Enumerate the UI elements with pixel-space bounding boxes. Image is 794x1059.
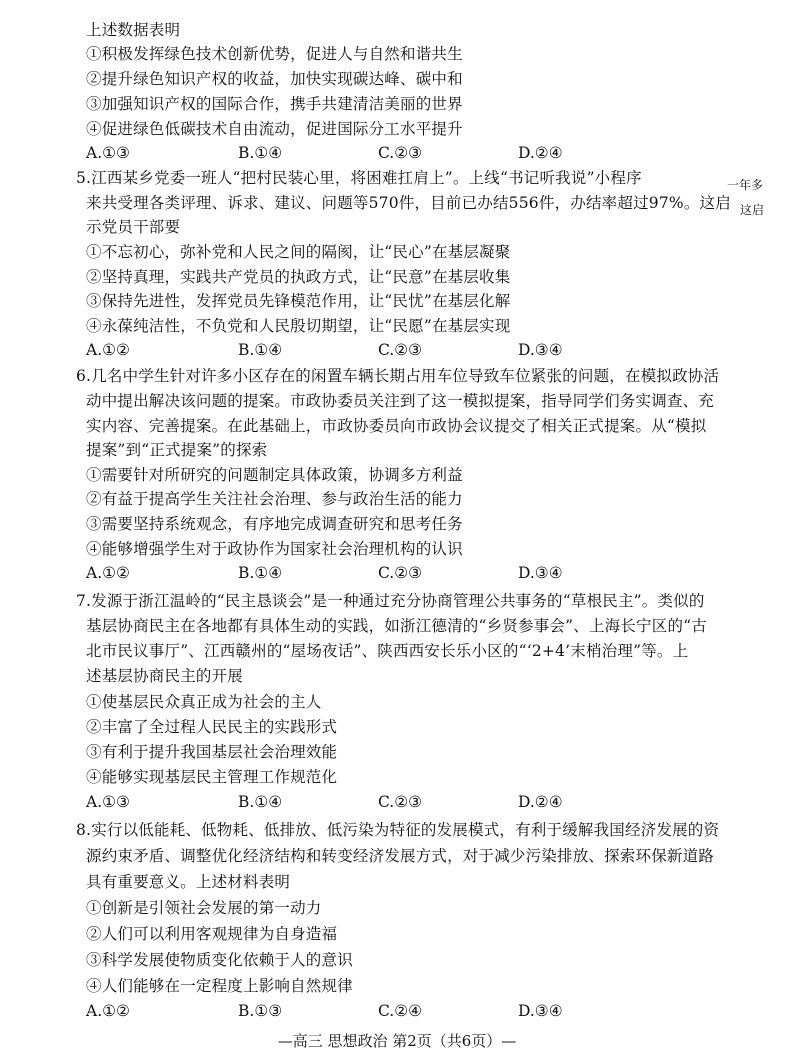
q8-option-d: D.③④ xyxy=(518,1002,563,1020)
q4-options xyxy=(86,144,766,164)
q4-option-a: A.①③ xyxy=(86,144,130,162)
q4-item-2: ②提升绿色知识产权的收益，加快实现碳达峰、碳中和 xyxy=(86,70,463,88)
q7-item-1: ①使基层民众真正成为社会的主人 xyxy=(86,693,322,711)
q7-stem-1: 7.发源于浙江温岭的“民主恳谈会”是一种通过充分协商管理公共事务的“草根民主”。类似的 xyxy=(76,592,705,610)
q7-stem-2: 基层协商民主在各地都有具体生动的实践，如浙江德清的“乡贤参事会”、上海长宁区的“古 xyxy=(86,617,707,635)
q8-stem-2: 源约束矛盾、调整优化经济结构和转变经济发展方式，对于减少污染排放、探索环保新道路 xyxy=(86,847,715,865)
q8-option-c: C.②④ xyxy=(378,1002,423,1020)
q5-side-note-2: 这启 xyxy=(740,203,765,217)
q4-item-4: ④促进绿色低碳技术自由流动，促进国际分工水平提升 xyxy=(86,120,463,138)
q6-option-a: A.①② xyxy=(86,564,130,582)
q6-stem-3: 实内容、完善提案。在此基础上，市政协委员向市政协会议提交了相关正式提案。从“模拟 xyxy=(86,417,707,435)
page-footer: —高三 思想政治 第2页（共6页）— xyxy=(277,1032,517,1050)
q5-options xyxy=(86,341,766,361)
q7-option-c: C.②③ xyxy=(378,793,423,811)
q4-item-3: ③加强知识产权的国际合作，携手共建清洁美丽的世界 xyxy=(86,95,463,113)
q7-option-b: B.①④ xyxy=(238,793,283,811)
q4-item-1: ①积极发挥绿色技术创新优势，促进人与自然和谐共生 xyxy=(86,45,463,63)
q7-options xyxy=(86,793,766,813)
q4-option-b: B.①④ xyxy=(238,144,283,162)
q4-lead: 上述数据表明 xyxy=(86,21,181,39)
q6-option-b: B.①④ xyxy=(238,564,283,582)
q8-stem-1: 8.实行以低能耗、低物耗、低排放、低污染为特征的发展模式，有利于缓解我国经济发展的资 xyxy=(76,821,720,839)
q7-item-4: ④能够实现基层民主管理工作规范化 xyxy=(86,768,338,786)
q7-stem-3: 北市民议事厅”、江西赣州的“屋场夜话”、陕西西安长乐小区的“‘2+4’末梢治理”等。上 xyxy=(86,642,689,660)
q6-option-d: D.③④ xyxy=(518,564,563,582)
q6-stem-4: 提案”到“正式提案”的探索 xyxy=(86,441,268,459)
q6-item-2: ②有益于提高学生关注社会治理、参与政治生活的能力 xyxy=(86,490,463,508)
q5-option-b: B.①④ xyxy=(238,341,283,359)
q6-options xyxy=(86,564,766,584)
q8-stem-3: 具有重要意义。上述材料表明 xyxy=(86,873,291,891)
q5-stem-3: 示党员干部要 xyxy=(86,218,181,236)
q8-option-b: B.①③ xyxy=(238,1002,283,1020)
q7-option-d: D.②④ xyxy=(518,793,563,811)
q4-option-d: D.②④ xyxy=(518,144,563,162)
q6-stem-2: 动中提出解决该问题的提案。市政协委员关注到了这一模拟提案，指导同学们务实调查、充 xyxy=(86,392,715,410)
q5-stem-1: 5.江西某乡党委一班人“把村民装心里，将困难扛肩上”。上线“书记听我说”小程序 xyxy=(76,169,642,187)
q5-item-2: ②坚持真理，实践共产党员的执政方式，让“民意”在基层收集 xyxy=(86,268,511,286)
q8-item-1: ①创新是引领社会发展的第一动力 xyxy=(86,899,322,917)
q5-option-a: A.①② xyxy=(86,341,130,359)
q7-item-2: ②丰富了全过程人民民主的实践形式 xyxy=(86,718,338,736)
q8-option-a: A.①② xyxy=(86,1002,130,1020)
q5-item-4: ④永葆纯洁性，不负党和人民殷切期望，让“民愿”在基层实现 xyxy=(86,317,511,335)
q6-stem-1: 6.几名中学生针对许多小区存在的闲置车辆长期占用车位导致车位紧张的问题，在模拟政协活 xyxy=(76,367,720,385)
q8-item-4: ④人们能够在一定程度上影响自然规律 xyxy=(86,977,353,995)
q5-item-3: ③保持先进性，发挥党员先锋模范作用，让“民忧”在基层化解 xyxy=(86,292,511,310)
q5-stem-2: 来共受理各类评理、诉求、建议、问题等570件，目前已办结556件，办结率超过97%。这启 xyxy=(86,194,731,212)
q7-item-3: ③有利于提升我国基层社会治理效能 xyxy=(86,743,338,761)
q8-item-2: ②人们可以利用客观规律为自身造福 xyxy=(86,925,338,943)
q5-item-1: ①不忘初心，弥补党和人民之间的隔阂，让“民心”在基层凝聚 xyxy=(86,243,511,261)
q8-options xyxy=(86,1002,766,1022)
q6-option-c: C.②③ xyxy=(378,564,423,582)
q8-item-3: ③科学发展使物质变化依赖于人的意识 xyxy=(86,951,353,969)
q6-item-4: ④能够增强学生对于政协作为国家社会治理机构的认识 xyxy=(86,540,463,558)
q7-option-a: A.①③ xyxy=(86,793,130,811)
q7-stem-4: 述基层协商民主的开展 xyxy=(86,667,244,685)
q6-item-3: ③需要坚持系统观念，有序地完成调查研究和思考任务 xyxy=(86,515,463,533)
q5-side-note-1: 一年多 xyxy=(727,178,764,192)
q5-option-d: D.③④ xyxy=(518,341,563,359)
q4-option-c: C.②③ xyxy=(378,144,423,162)
q6-item-1: ①需要针对所研究的问题制定具体政策，协调多方利益 xyxy=(86,466,463,484)
q5-option-c: C.②③ xyxy=(378,341,423,359)
